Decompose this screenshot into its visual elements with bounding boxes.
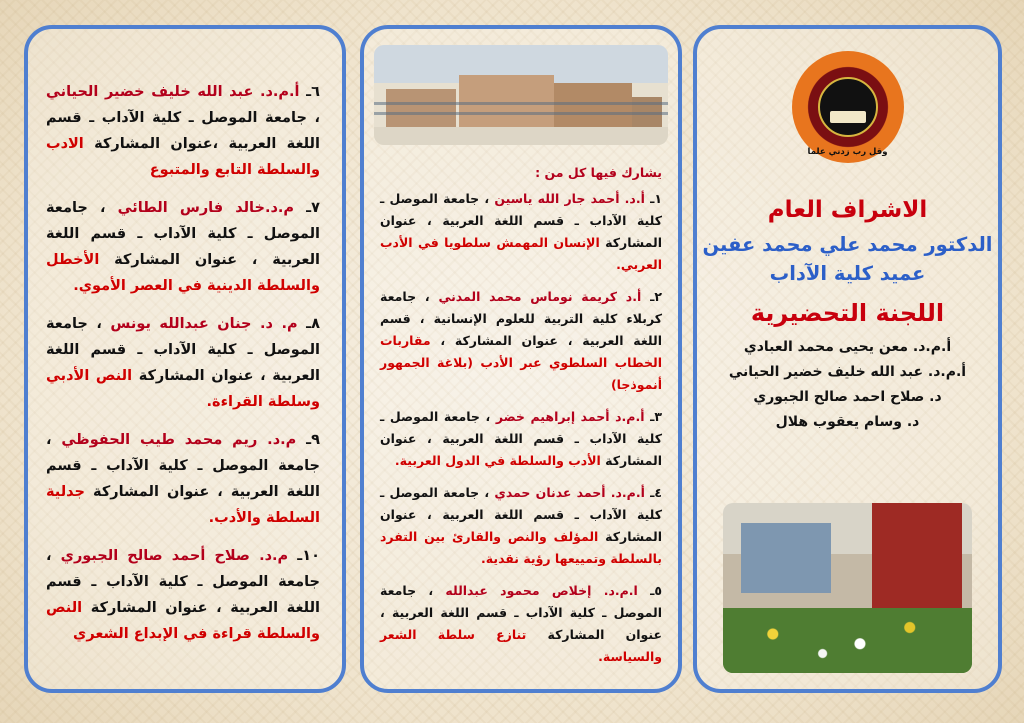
right-panel — [693, 25, 1002, 693]
participant-affiliation: ، جامعة الموصل ـ كلية الآداب ـ قسم اللغة العربية ، عنوان المشاركة — [380, 191, 662, 250]
participant-name: ا.م.د. إخلاص محمود عبدالله — [445, 583, 638, 598]
participant-name: م.د. صلاح أحمد صالح الجبوري — [60, 548, 289, 564]
participant-affiliation: ، جامعة الموصل ـ كلية الآداب ـ قسم اللغة العربية ، عنوان المشاركة — [46, 432, 320, 500]
paper-title: تنازع سلطة الشعر والسياسة. — [380, 627, 662, 664]
photo-ground — [374, 127, 668, 145]
building-photo — [374, 45, 668, 145]
participant-entry — [46, 195, 320, 299]
participant-entry — [46, 79, 320, 183]
paper-title: الإنسان المهمش سلطويا في الأدب العربي. — [380, 235, 662, 272]
committee-member: أ.م.د. عبد الله خليف خضير الحياني — [728, 364, 967, 380]
participant-entry — [380, 580, 662, 668]
participant-affiliation: ، جامعة الموصل ـ كلية الآداب ـ قسم اللغة العربية ، عنوان المشاركة — [380, 583, 662, 642]
participant-entry — [46, 543, 320, 647]
photo-window-row — [374, 112, 668, 115]
participant-affiliation: ، جامعة الموصل ـ كلية الآداب ـ قسم اللغة العربية ،عنوان المشاركة — [46, 110, 320, 152]
participant-name: م.د. ريم محمد طيب الحفوظي — [61, 432, 297, 448]
dean-name: الدكتور محمد علي محمد عفين — [702, 233, 993, 256]
participant-affiliation: ، جامعة كربلاء كلية التربية للعلوم الإنسانية ، قسم اللغة العربية ، عنوان المشاركة ، — [380, 289, 662, 348]
entry-number: ٦ـ — [306, 84, 320, 100]
paper-title: الأدب والسلطة في الدول العربية. — [394, 453, 601, 468]
left-entries — [28, 29, 342, 647]
participant-entry — [380, 406, 662, 472]
logo-emblem — [818, 77, 878, 137]
entry-number: ٤ـ — [650, 485, 663, 500]
participant-entry — [46, 311, 320, 415]
entry-number: ٣ـ — [650, 409, 662, 424]
participant-name: أ.م.د. أحمد عدنان حمدي — [494, 485, 645, 500]
participant-entry — [46, 427, 320, 531]
paper-title: المؤلف والنص والقارئ بين التفرد بالسلطة وتمييعها رؤية نقدية. — [380, 529, 662, 566]
participant-name: أ.د. أحمد جار الله ياسين — [494, 191, 645, 206]
book-icon — [830, 111, 866, 123]
photo-building — [554, 83, 632, 127]
logo-motto: وقل رب زدني علما — [807, 147, 888, 157]
photo-flowers — [723, 608, 972, 673]
participant-name: أ.د كريمة نوماس محمد المدني — [438, 289, 642, 304]
photo-building — [459, 75, 554, 127]
paper-title: الأخطل والسلطة الدينية في العصر الأموي. — [46, 252, 320, 294]
participant-affiliation: ، جامعة الموصل ـ كلية الآداب ـ قسم اللغة العربية ، عنوان المشاركة — [46, 200, 320, 268]
entry-number: ٨ـ — [306, 316, 320, 332]
paper-title: جدلية السلطة والأدب. — [46, 484, 320, 526]
entry-number: ٢ـ — [650, 289, 662, 304]
photo-window-row — [374, 102, 668, 105]
middle-panel — [360, 25, 682, 693]
participant-entry — [380, 286, 662, 396]
paper-title: النص الأدبي وسلطة القراءة. — [46, 368, 320, 410]
participant-affiliation: ، جامعة الموصل ـ كلية الآداب ـ قسم اللغة العربية ، عنوان المشاركة — [46, 548, 320, 616]
paper-title: الادب والسلطة التابع والمتبوع — [46, 136, 320, 178]
participant-entry — [380, 482, 662, 570]
entry-number: ٩ـ — [306, 432, 320, 448]
paper-title: مقاربات الخطاب السلطوي عبر الأدب (بلاغة الجمهور أنموذجا) — [380, 333, 662, 392]
committee-member: د. وسام يعقوب هلال — [775, 414, 920, 430]
garden-photo — [723, 503, 972, 673]
participant-name: م.د.خالد فارس الطائي — [117, 200, 295, 216]
photo-building — [386, 89, 456, 127]
paper-title: النص والسلطة قراءة في الإبداع الشعري — [46, 600, 320, 642]
dean-role: عميد كلية الآداب — [769, 262, 926, 285]
committee-title: اللجنة التحضيرية — [750, 299, 945, 327]
participant-entry — [380, 188, 662, 276]
entry-number: ٧ـ — [306, 200, 320, 216]
photo-glass-facade — [741, 523, 831, 593]
university-logo — [792, 51, 904, 163]
supervision-title: الاشراف العام — [767, 197, 928, 223]
participant-affiliation: ، جامعة الموصل ـ كلية الآداب ـ قسم اللغة العربية ، عنوان المشاركة — [46, 316, 320, 384]
entry-number: ٥ـ — [650, 583, 663, 598]
entry-number: ١٠ـ — [297, 548, 320, 564]
middle-entries — [380, 188, 662, 668]
left-panel — [24, 25, 346, 693]
participant-name: م. د. جنان عبدالله يونس — [110, 316, 298, 332]
participants-intro: يشارك فيها كل من : — [535, 165, 662, 180]
participant-affiliation: ، جامعة الموصل ـ كلية الآداب ـ قسم اللغة العربية ، عنوان المشاركة — [380, 409, 662, 468]
photo-brick-wall — [872, 503, 962, 613]
participant-name: أ.م.د أحمد إبراهيم خضر — [495, 409, 645, 424]
committee-member: أ.م.د. معن يحيى محمد العبادي — [743, 339, 952, 355]
committee-member: د. صلاح احمد صالح الجبوري — [753, 389, 942, 405]
participant-affiliation: ، جامعة الموصل ـ كلية الآداب ـ قسم اللغة العربية ، عنوان المشاركة — [380, 485, 662, 544]
entry-number: ١ـ — [650, 191, 663, 206]
participant-name: أ.م.د. عبد الله خليف خضير الحياني — [46, 84, 300, 100]
